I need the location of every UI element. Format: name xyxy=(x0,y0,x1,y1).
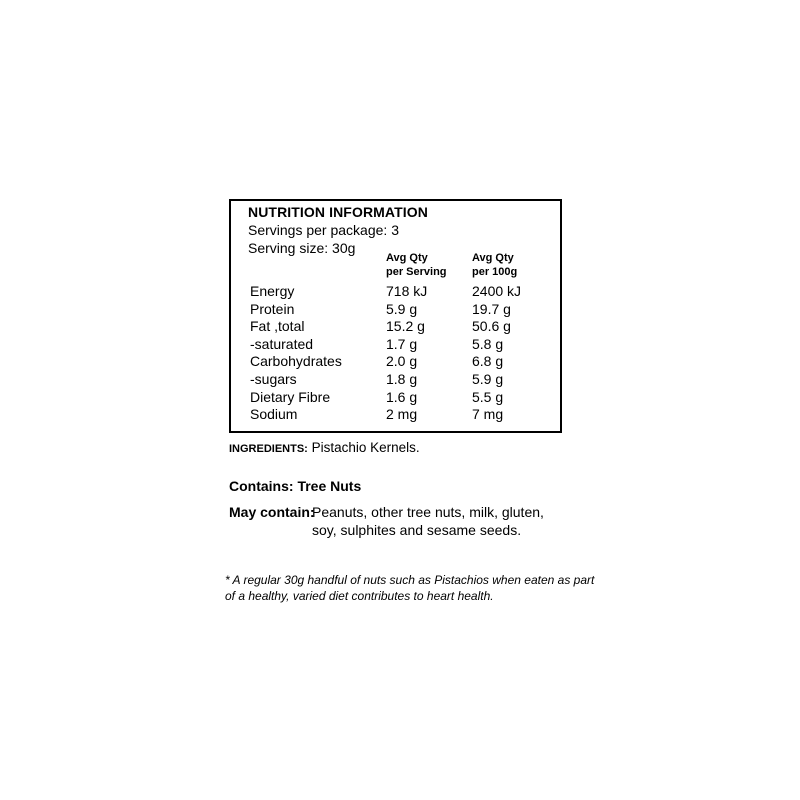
nutrient-name: Carbohydrates xyxy=(250,353,342,370)
table-row xyxy=(231,301,560,319)
nutrient-per-serving: 2 mg xyxy=(386,406,418,423)
nutrient-name: Fat ,total xyxy=(250,318,305,335)
table-row xyxy=(231,336,560,354)
table-row xyxy=(231,389,560,407)
nutrient-per-serving: 15.2 g xyxy=(386,318,425,335)
nutrient-per-100g: 7 mg xyxy=(472,406,504,423)
nutrient-name: Protein xyxy=(250,300,295,317)
nutrient-name: Dietary Fibre xyxy=(250,388,331,405)
nutrient-per-serving: 2.0 g xyxy=(386,353,418,370)
may-contain-label: May contain: xyxy=(229,504,315,520)
table-row xyxy=(231,318,560,336)
nutrient-name: -saturated xyxy=(250,335,314,352)
nutrient-name: Sodium xyxy=(250,406,298,423)
nutrient-per-100g: 50.6 g xyxy=(472,318,511,335)
column-header-per-serving-line2: per Serving xyxy=(386,266,447,278)
nutrient-per-100g: 19.7 g xyxy=(472,300,511,317)
servings-per-package: Servings per package: 3 xyxy=(248,222,399,238)
nutrition-panel xyxy=(229,199,562,433)
table-row xyxy=(231,353,560,371)
table-row xyxy=(231,371,560,389)
ingredients-text: Pistachio Kernels. xyxy=(311,440,420,455)
health-footnote: * A regular 30g handful of nuts such as Pistachios when eaten as part of a healthy, varied diet contributes to heart health. xyxy=(225,573,595,603)
nutrient-per-100g: 5.8 g xyxy=(472,335,504,352)
ingredients-label: INGREDIENTS: xyxy=(229,443,308,455)
may-contain-text: Peanuts, other tree nuts, milk, gluten, soy, sulphites and sesame seeds. xyxy=(312,504,544,538)
contains-statement: Contains: Tree Nuts xyxy=(229,478,362,494)
nutrient-per-serving: 5.9 g xyxy=(386,300,418,317)
column-header-per-100g-line1: Avg Qty xyxy=(472,252,514,264)
column-header-per-100g-line2: per 100g xyxy=(472,266,518,278)
nutrient-per-serving: 718 kJ xyxy=(386,283,428,299)
nutrient-name: Energy xyxy=(250,283,295,299)
table-row xyxy=(231,406,560,424)
column-header-per-100g xyxy=(472,251,517,279)
column-header-per-serving xyxy=(386,251,447,279)
nutrition-table xyxy=(231,283,560,424)
nutrient-per-100g: 2400 kJ xyxy=(472,283,522,299)
table-row xyxy=(231,283,560,301)
nutrient-per-100g: 5.9 g xyxy=(472,370,504,387)
nutrient-per-100g: 5.5 g xyxy=(472,388,504,405)
nutrient-per-serving: 1.6 g xyxy=(386,388,418,405)
nutrition-title: NUTRITION INFORMATION xyxy=(248,204,428,220)
nutrient-name: -sugars xyxy=(250,370,297,387)
column-header-per-serving-line1: Avg Qty xyxy=(386,252,428,264)
nutrient-per-100g: 6.8 g xyxy=(472,353,504,370)
nutrient-per-serving: 1.7 g xyxy=(386,335,418,352)
serving-size: Serving size: 30g xyxy=(248,240,356,256)
ingredients-statement xyxy=(229,440,420,455)
nutrient-per-serving: 1.8 g xyxy=(386,370,418,387)
